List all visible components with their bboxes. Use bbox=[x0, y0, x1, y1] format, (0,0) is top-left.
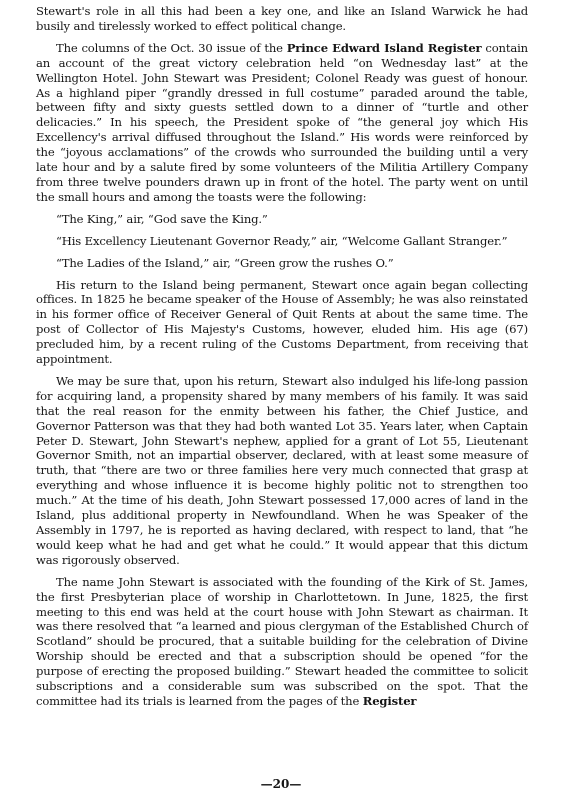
page-number: —20— bbox=[260, 777, 302, 791]
text-run: contain an account of the great victory celebration held “on Wednesday last” at the Wellington Hotel. John Stewart was President; Colonel Ready was guest of honour. As a highland piper “grandly dressed in full costume” paraded around the table, between fifty and sixty guests settled down to a dinner of “turtle and other delicacies.” In his speech, the President spoke of “the general joy which His Excellency's arrival diffused throughout the Island.” His words were reinforced by the “joyous acclamations” of the crowds who surrounded the building until a very late hour and by a salute fired by some volunteers of the Militia Artillery Company from three twelve pounders drawn up in front of the hotel. The party went on until the small hours and among the toasts were the following: bbox=[36, 40, 528, 204]
paragraph-5 bbox=[36, 256, 528, 271]
bold-text: Register bbox=[362, 693, 417, 708]
bold-text: Prince Edward Island Register bbox=[286, 40, 482, 55]
text-run: His return to the Island being permanent, Stewart once again began collecting offices. In 1825 he became speaker of the House of Assembly; he was also reinstated in his former office of Receiver General of Quit Rents at about the same time. The post of Collector of His Majesty's Customs, however, eluded him. His age (67) precluded him, by a recent ruling of the Customs Department, from receiving that appointment. bbox=[36, 277, 528, 367]
text-run: “His Excellency Lieutenant Governor Ready,” air, “Welcome Gallant Stranger.” bbox=[56, 233, 508, 248]
paragraph-6 bbox=[36, 278, 528, 367]
text-run: “The King,” air, “God save the King.” bbox=[56, 211, 268, 226]
text-run: The columns of the Oct. 30 issue of the bbox=[56, 40, 287, 55]
body-text bbox=[36, 4, 528, 709]
paragraph-3 bbox=[36, 212, 528, 227]
paragraph-1 bbox=[36, 4, 528, 34]
paragraph-4 bbox=[36, 234, 528, 249]
paragraph-7 bbox=[36, 374, 528, 568]
paragraph-8 bbox=[36, 575, 528, 709]
text-run: We may be sure that, upon his return, Stewart also indulged his life-long passion for acquiring land, a propensity shared by many members of his family. It was said that the real reason for the enmity between his father, the Chief Justice, and Governor Patterson was that they had both wanted Lot 35. Years later, when Captain Peter D. Stewart, John Stewart's nephew, applied for a grant of Lot 55, Lieutenant Governor Smith, not an impartial observer, declared, with at least some measure of truth, that “there are two or three families here very much connected that grasp at everything and whose influence it is become highly politic not to strengthen too much.” At the time of his death, John Stewart possessed 17,000 acres of land in the Island, plus additional property in Newfoundland. When he was Speaker of the Assembly in 1797, he is reported as having declared, with respect to land, that “he would keep what he had and get what he could.” It would appear that this dictum was rigorously observed. bbox=[36, 373, 528, 567]
paragraph-2 bbox=[36, 41, 528, 205]
text-run: “The Ladies of the Island,” air, “Green grow the rushes O.” bbox=[56, 255, 394, 270]
text-run: The name John Stewart is associated with the founding of the Kirk of St. James, the first Presbyterian place of worship in Charlottetown. In June, 1825, the first meeting to this end was held at the court house with John Stewart as chairman. It was there resolved that “a learned and pious clergyman of the Established Church of Scotland” should be procured, that a suitable building for the celebration of Divine Worship should be erected and that a subscription should be opened “for the purpose of erecting the proposed building.” Stewart headed the committee to solicit subscriptions and a considerable sum was subscribed on the spot. That the committee had its trials is learned from the pages of the bbox=[36, 574, 528, 708]
text-run: Stewart's role in all this had been a key one, and like an Island Warwick he had busily and tirelessly worked to effect political change. bbox=[36, 4, 528, 33]
